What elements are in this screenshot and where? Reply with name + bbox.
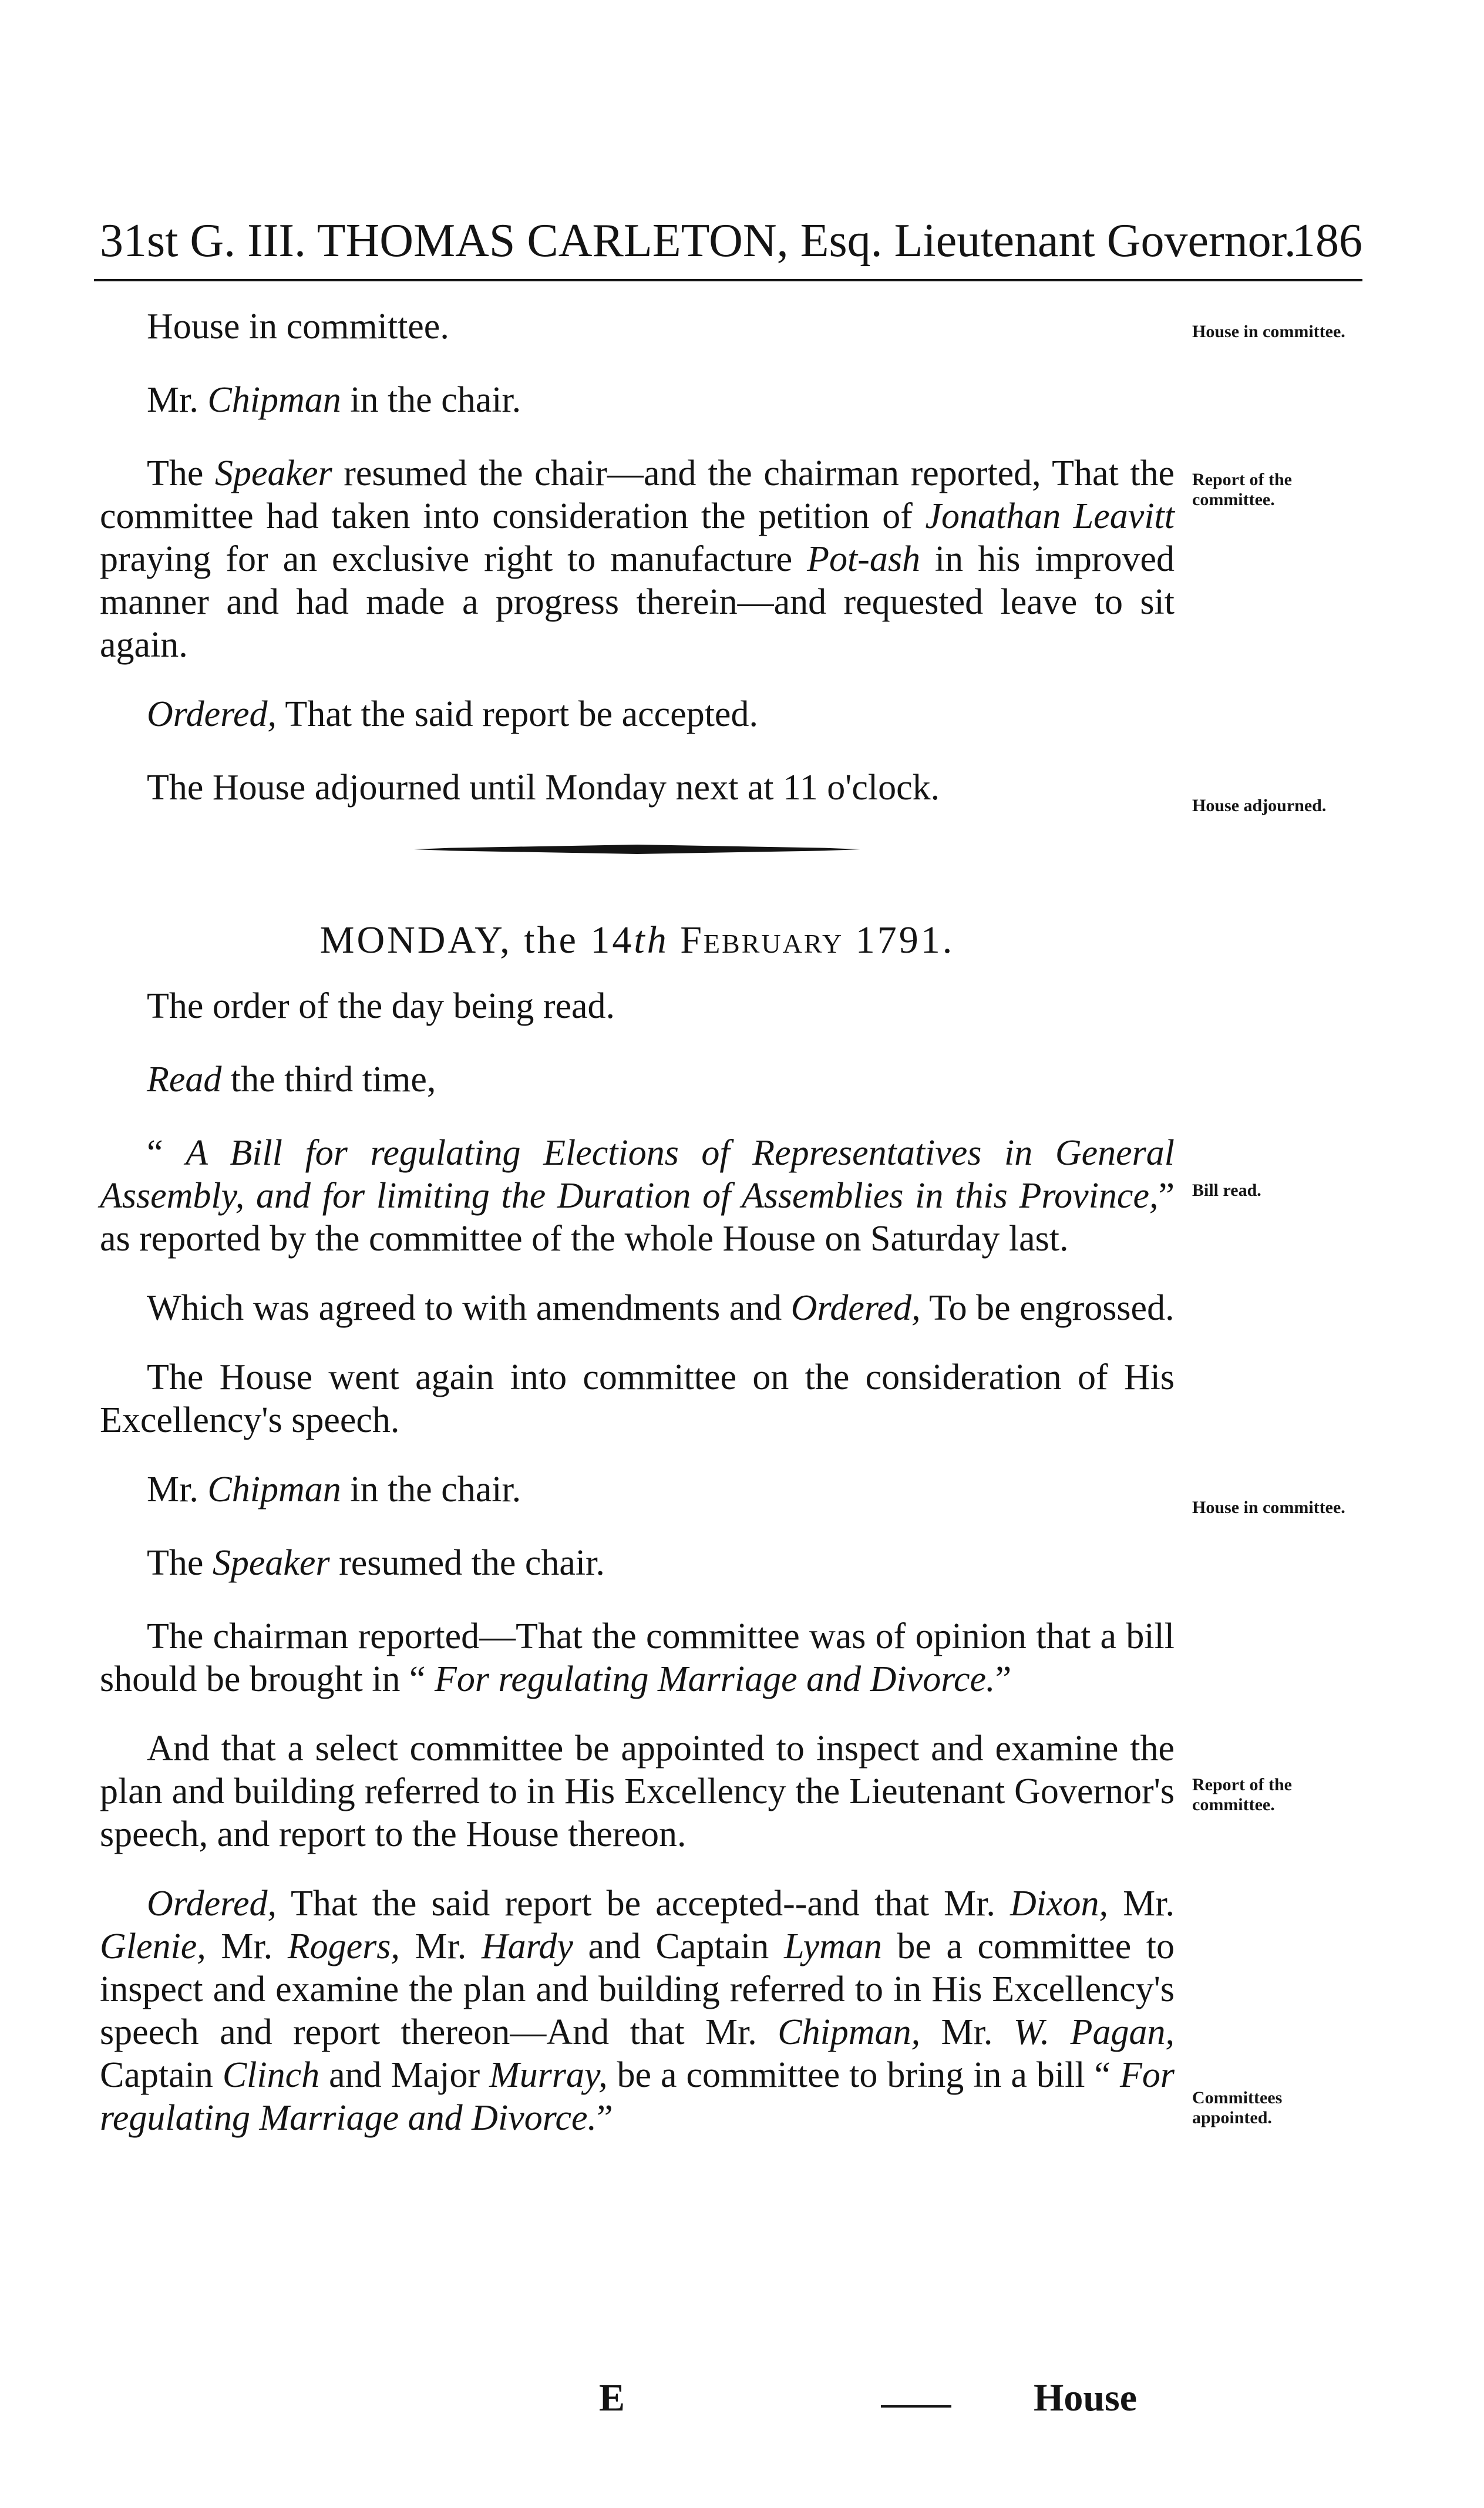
signature-mark: E <box>599 2376 625 2419</box>
section-divider <box>414 845 860 854</box>
running-header <box>100 215 1362 267</box>
sidenote-house-in-committee-2: House in committee. <box>1192 1498 1345 1517</box>
day-heading: MONDAY, the 14th February 1791. <box>319 919 955 961</box>
catchword: House <box>1034 2376 1138 2419</box>
sidenote-report-of-committee: Report of the committee. <box>1192 470 1292 509</box>
sidenote-house-adjourned: House adjourned. <box>1192 796 1327 815</box>
entry-committees-appointed: Ordered, That the said report be accepted--and that Mr. Dixon, Mr. Glenie, Mr. Rogers, Mr. Hardy and Captain Lyman be a committee to inspect and examine the plan and building referred to in His Excellency's speech and report thereon—And that Mr. Chipman, Mr. W. Pagan, Captain Clinch and Major Murray, be a committee to bring in a bill “ For regulating Marriage and Divorce.” <box>100 1884 1175 2138</box>
entry-order-of-day: The order of the day being read. <box>147 986 615 1026</box>
entry-report-accepted: Ordered, That the said report be accepted. <box>147 694 758 734</box>
entry-third-reading: Read the third time, <box>147 1060 436 1100</box>
header-rule <box>94 279 1362 281</box>
entry-bill-engrossed: Which was agreed to with amendments and Ordered, To be engrossed. <box>147 1288 1175 1328</box>
entry-speech-committee: The House went again into committee on the consideration of His Excellency's speech. <box>100 1357 1175 1440</box>
entry-elections-bill: “ A Bill for regulating Elections of Representatives in General Assembly, and for limiting the Duration of Assemblies in this Province,” as reported by the committee of the whole House on Saturday last. <box>100 1133 1175 1259</box>
entry-speaker-resumed: The Speaker resumed the chair. <box>147 1543 605 1583</box>
entry-select-committee: And that a select committee be appointed to inspect and examine the plan and building referred to in His Excellency the Lieutenant Governor's speech, and report to the House thereon. <box>100 1729 1175 1854</box>
sidenote-report-of-committee-2: Report of the committee. <box>1192 1775 1292 1814</box>
entry-chairman: Mr. Chipman in the chair. <box>147 380 521 420</box>
sidenote-bill-read: Bill read. <box>1192 1181 1261 1200</box>
page-number: 186 <box>1292 215 1362 267</box>
entry-house-in-committee: House in committee. <box>147 307 449 347</box>
sidenote-house-in-committee: House in committee. <box>1192 322 1345 341</box>
journal-body <box>100 305 1175 2166</box>
entry-chairman-2: Mr. Chipman in the chair. <box>147 1470 521 1509</box>
sidenote-committees-appointed: Committees appointed. <box>1192 2088 1283 2127</box>
footer-dash <box>881 2405 951 2408</box>
entry-marriage-bill-report: The chairman reported—That the committee was of opinion that a bill should be brought in “ For regulating Marriage and Divorce.” <box>100 1616 1175 1699</box>
entry-committee-report: The Speaker resumed the chair—and the chairman reported, That the committee had taken into consideration the petition of Jonathan Leavitt praying for an exclusive right to manufacture Pot-ash in his improved manner and had made a progress therein—and requested leave to sit again. <box>100 453 1175 665</box>
entry-adjourned: The House adjourned until Monday next at 11 o'clock. <box>147 768 940 808</box>
running-head-title: 31st G. III. THOMAS CARLETON, Esq. Lieutenant Governor. <box>100 215 1296 267</box>
